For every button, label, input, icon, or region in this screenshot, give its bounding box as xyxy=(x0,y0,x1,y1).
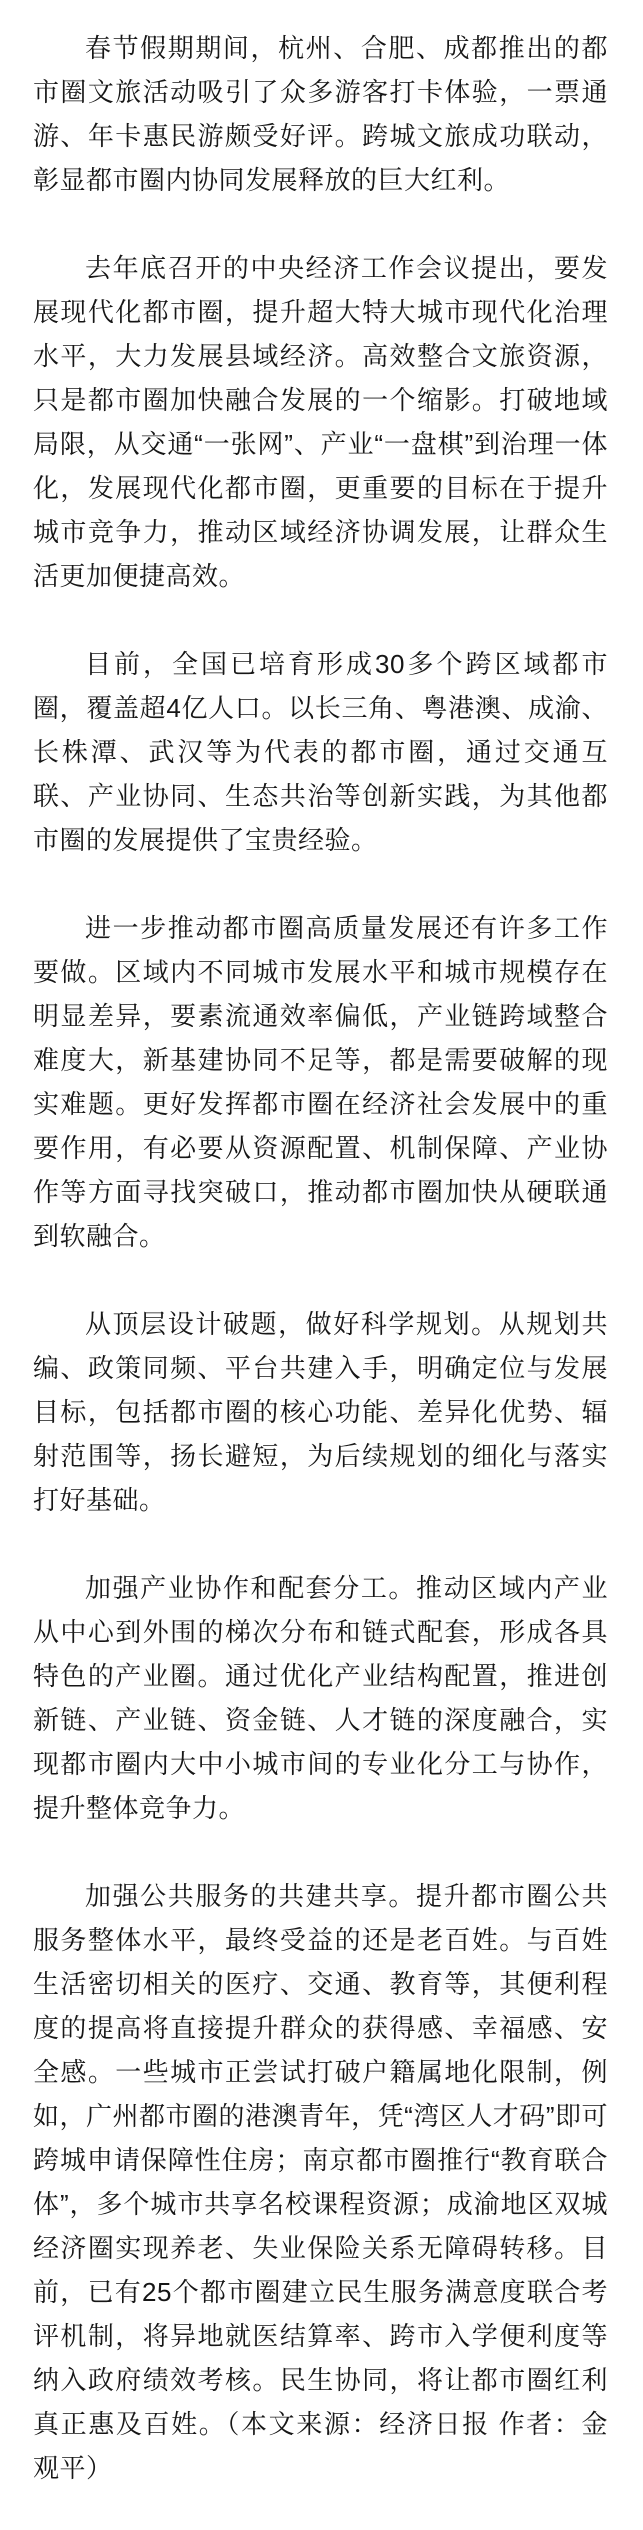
article-paragraph-public-services-and-source: 加强公共服务的共建共享。提升都市圈公共服务整体水平，最终受益的还是老百姓。与百姓生活密切相关的医疗、交通、教育等，其便利程度的提高将直接提升群众的获得感、幸福感、安全感。一些城市正尝试打破户籍属地化限制，例如，广州都市圈的港澳青年，凭“湾区人才码”即可跨城申请保障性住房；南京都市圈推行“教育联合体”，多个城市共享名校课程资源；成渝地区双城经济圈实现养老、失业保险关系无障碍转移。目前，已有25个都市圈建立民生服务满意度联合考评机制，将异地就医结算率、跨市入学便利度等纳入政府绩效考核。民生协同，将让都市圈红利真正惠及百姓。（本文来源：经济日报 作者：金观平） xyxy=(33,1881,608,2483)
article-paragraph-central-economic-conference: 去年底召开的中央经济工作会议提出，要发展现代化都市圈，提升超大特大城市现代化治理水平，大力发展县域经济。高效整合文旅资源，只是都市圈加快融合发展的一个缩影。打破地域局限，从交通“一张网”、产业“一盘棋”到治理一体化，发展现代化都市圈，更重要的目标在于提升城市竞争力，推动区域经济协调发展，让群众生活更加便捷高效。 xyxy=(33,253,608,591)
article-paragraph-challenges: 进一步推动都市圈高质量发展还有许多工作要做。区域内不同城市发展水平和城市规模存在明显差异，要素流通效率偏低，产业链跨域整合难度大，新基建协同不足等，都是需要破解的现实难题。更好发挥都市圈在经济社会发展中的重要作用，有必要从资源配置、机制保障、产业协作等方面寻找突破口，推动都市圈加快从硬联通到软融合。 xyxy=(33,913,608,1251)
article-paragraph-intro: 春节假期期间，杭州、合肥、成都推出的都市圈文旅活动吸引了众多游客打卡体验，一票通游、年卡惠民游颇受好评。跨城文旅成功联动，彰显都市圈内协同发展释放的巨大红利。 xyxy=(33,33,608,195)
article-paragraph-national-stats: 目前，全国已培育形成30多个跨区域都市圈，覆盖超4亿人口。以长三角、粤港澳、成渝、长株潭、武汉等为代表的都市圈，通过交通互联、产业协同、生态共治等创新实践，为其他都市圈的发展提供了宝贵经验。 xyxy=(33,649,608,855)
article-paragraph-industry-collaboration: 加强产业协作和配套分工。推动区域内产业从中心到外围的梯次分布和链式配套，形成各具特色的产业圈。通过优化产业结构配置，推进创新链、产业链、资金链、人才链的深度融合，实现都市圈内大中小城市间的专业化分工与协作，提升整体竞争力。 xyxy=(33,1573,608,1823)
article-paragraph-top-level-planning: 从顶层设计破题，做好科学规划。从规划共编、政策同频、平台共建入手，明确定位与发展目标，包括都市圈的核心功能、差异化优势、辐射范围等，扬长避短，为后续规划的细化与落实打好基础。 xyxy=(33,1309,608,1515)
